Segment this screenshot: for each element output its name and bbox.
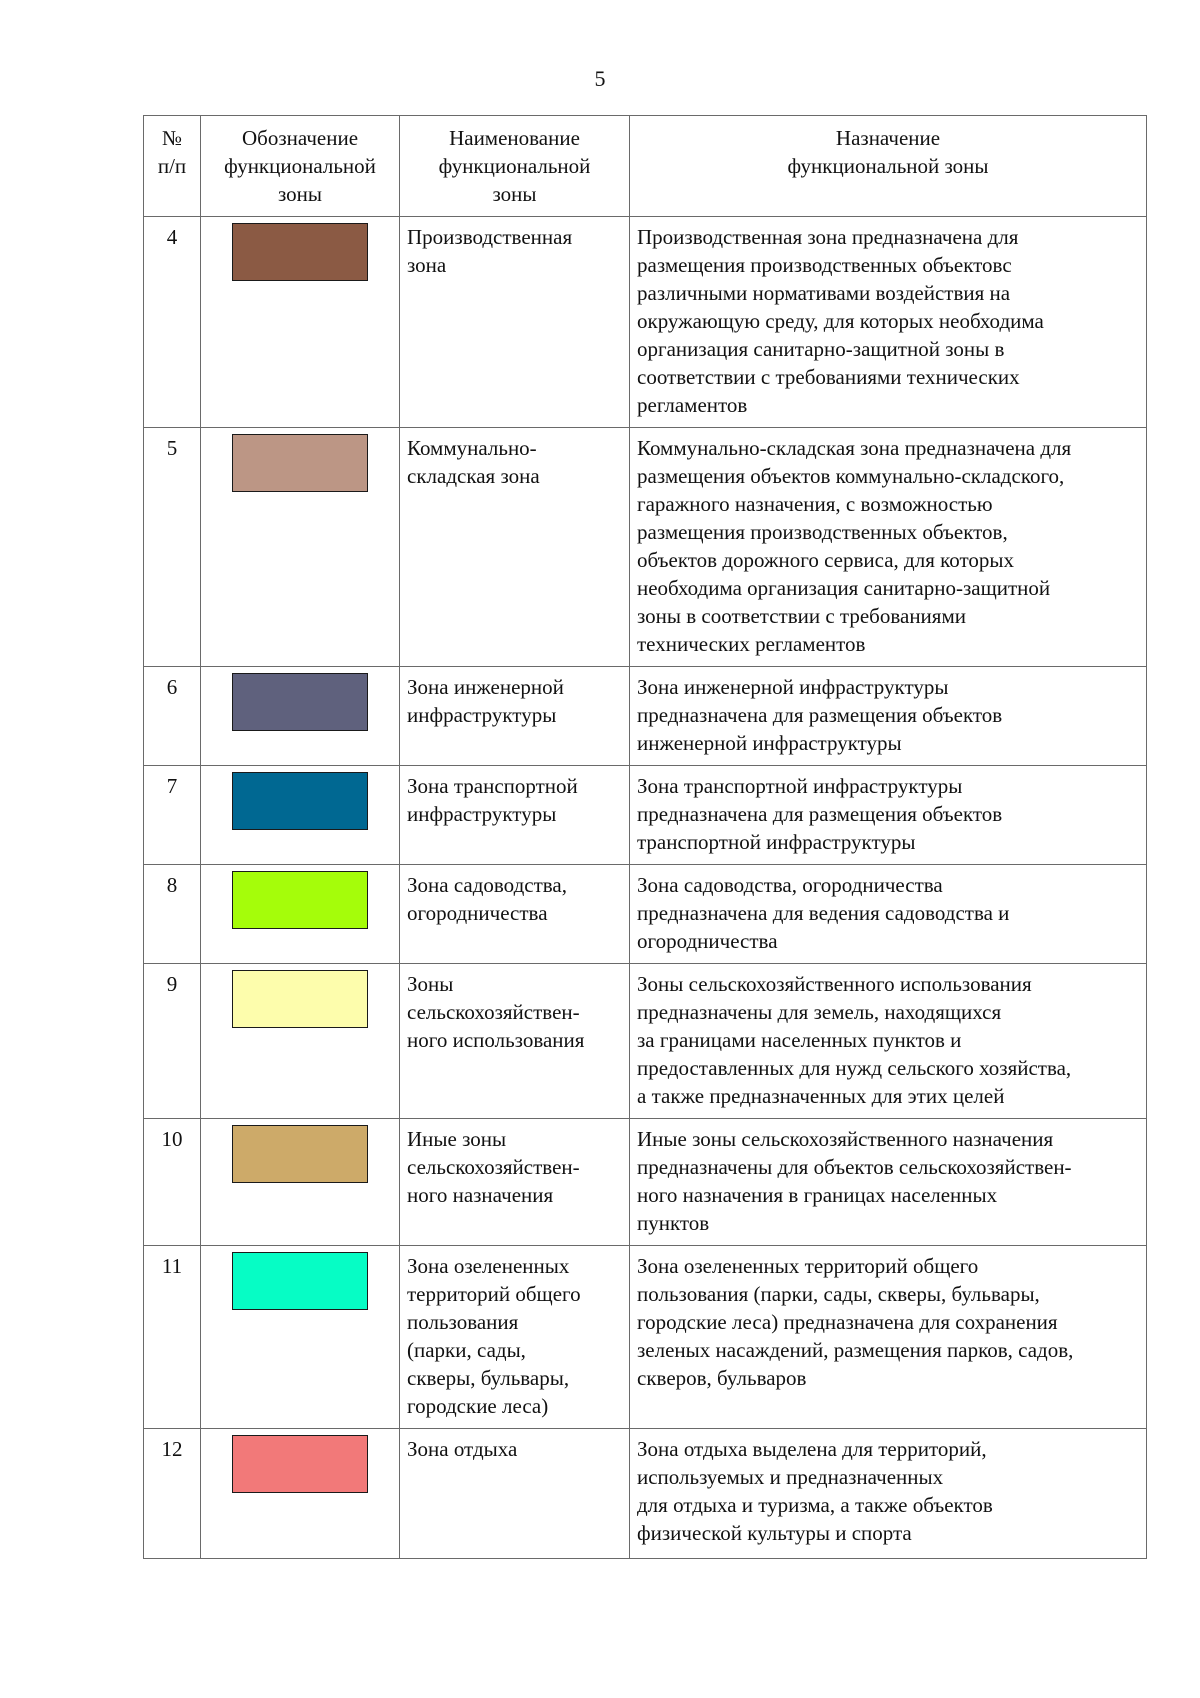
zone-row xyxy=(144,428,1147,667)
zone-name: Иные зоны сельскохозяйствен- ного назначения xyxy=(400,1119,630,1246)
zone-number: 10 xyxy=(144,1119,201,1246)
header-purpose: Назначение функциональной зоны xyxy=(630,116,1147,217)
zone-row xyxy=(144,766,1147,865)
zone-symbol-cell xyxy=(201,865,400,964)
zone-color-swatch xyxy=(232,871,368,929)
zone-row xyxy=(144,667,1147,766)
zone-row xyxy=(144,1246,1147,1429)
zone-name: Производственная зона xyxy=(400,217,630,428)
header-symbol: Обозначение функциональной зоны xyxy=(201,116,400,217)
zone-name: Зона отдыха xyxy=(400,1429,630,1559)
zone-description: Зона инженерной инфраструктуры предназначена для размещения объектов инженерной инфраструктуры xyxy=(630,667,1147,766)
zone-color-swatch xyxy=(232,1125,368,1183)
zone-symbol-cell xyxy=(201,428,400,667)
zone-row xyxy=(144,964,1147,1119)
zone-description: Зона отдыха выделена для территорий, используемых и предназначенных для отдыха и туризма, а также объектов физической культуры и спорта xyxy=(630,1429,1147,1559)
zone-name: Зона инженерной инфраструктуры xyxy=(400,667,630,766)
zones-table-body xyxy=(144,217,1147,1559)
zone-number: 6 xyxy=(144,667,201,766)
zone-description: Коммунально-складская зона предназначена для размещения объектов коммунально-складского, гаражного назначения, с возможностью размещения производственных объектов, объектов дорожного сервиса, для которых необходима организация санитарно-защитной зоны в соответствии с требованиями технических регламентов xyxy=(630,428,1147,667)
zone-name: Зоны сельскохозяйствен- ного использования xyxy=(400,964,630,1119)
zone-number: 12 xyxy=(144,1429,201,1559)
zone-description: Иные зоны сельскохозяйственного назначения предназначены для объектов сельскохозяйствен- ного назначения в границах населенных пунктов xyxy=(630,1119,1147,1246)
zone-symbol-cell xyxy=(201,1429,400,1559)
zone-row xyxy=(144,217,1147,428)
zone-number: 7 xyxy=(144,766,201,865)
zone-symbol-cell xyxy=(201,667,400,766)
zone-color-swatch xyxy=(232,1435,368,1493)
zone-symbol-cell xyxy=(201,1246,400,1429)
zone-name: Зона садоводства, огородничества xyxy=(400,865,630,964)
zone-description: Зоны сельскохозяйственного использования предназначены для земель, находящихся за границами населенных пунктов и предоставленных для нужд сельского хозяйства, а также предназначенных для этих целей xyxy=(630,964,1147,1119)
zone-description: Зона садоводства, огородничества предназначена для ведения садоводства и огородничества xyxy=(630,865,1147,964)
zone-symbol-cell xyxy=(201,1119,400,1246)
zone-description: Производственная зона предназначена для размещения производственных объектовс различными нормативами воздействия на окружающую среду, для которых необходима организация санитарно-защитной зоны в соответствии с требованиями технических регламентов xyxy=(630,217,1147,428)
page-number: 5 xyxy=(594,66,606,91)
header-name: Наименование функциональной зоны xyxy=(400,116,630,217)
zone-row xyxy=(144,865,1147,964)
zone-symbol-cell xyxy=(201,766,400,865)
zone-color-swatch xyxy=(232,772,368,830)
zone-name: Зона транспортной инфраструктуры xyxy=(400,766,630,865)
zone-color-swatch xyxy=(232,1252,368,1310)
zone-name: Зона озелененных территорий общего пользования (парки, сады, скверы, бульвары, городские леса) xyxy=(400,1246,630,1429)
zone-color-swatch xyxy=(232,970,368,1028)
table-header-row xyxy=(144,116,1147,217)
zone-number: 5 xyxy=(144,428,201,667)
zone-description: Зона транспортной инфраструктуры предназначена для размещения объектов транспортной инфраструктуры xyxy=(630,766,1147,865)
zone-color-swatch xyxy=(232,434,368,492)
zone-number: 8 xyxy=(144,865,201,964)
zone-symbol-cell xyxy=(201,964,400,1119)
zone-number: 4 xyxy=(144,217,201,428)
zone-description: Зона озелененных территорий общего пользования (парки, сады, скверы, бульвары, городские леса) предназначена для сохранения зеленых насаждений, размещения парков, садов, скверов, бульваров xyxy=(630,1246,1147,1429)
zones-table xyxy=(143,115,1147,1559)
zone-color-swatch xyxy=(232,223,368,281)
zone-row xyxy=(144,1429,1147,1559)
zone-row xyxy=(144,1119,1147,1246)
zone-number: 9 xyxy=(144,964,201,1119)
zone-number: 11 xyxy=(144,1246,201,1429)
zone-symbol-cell xyxy=(201,217,400,428)
zone-color-swatch xyxy=(232,673,368,731)
zone-name: Коммунально- складская зона xyxy=(400,428,630,667)
header-number: № п/п xyxy=(144,116,201,217)
